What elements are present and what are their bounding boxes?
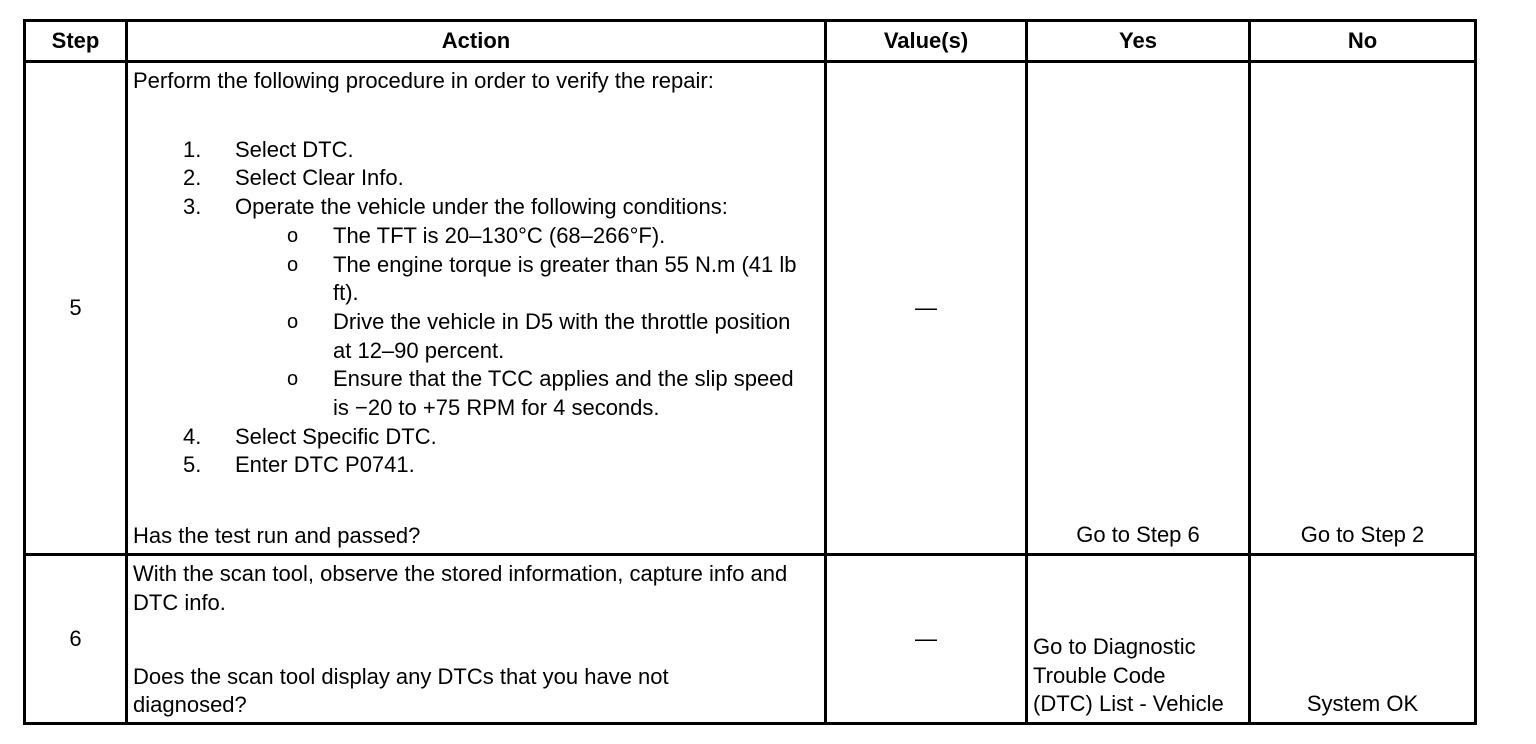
condition-item xyxy=(133,222,820,251)
condition-text: The TFT is 20–130°C (68–266°F). xyxy=(333,222,666,248)
action-intro: Perform the following procedure in order to verify the repair: xyxy=(133,68,714,93)
bullet-icon: o xyxy=(287,224,299,247)
list-item xyxy=(133,423,820,452)
bullet-icon: o xyxy=(287,310,299,333)
list-number: 2. xyxy=(183,165,202,191)
list-number: 3. xyxy=(183,194,202,220)
condition-item xyxy=(133,308,820,365)
action-question: Does the scan tool display any DTCs that you have not diagnosed? xyxy=(133,663,669,718)
table-row xyxy=(25,555,1476,724)
no-link[interactable]: Go to Step 2 xyxy=(1300,522,1425,548)
value-cell: — xyxy=(826,62,1027,555)
action-cell xyxy=(127,555,826,724)
list-item xyxy=(133,136,820,165)
bullet-icon: o xyxy=(287,253,299,276)
no-cell xyxy=(1250,555,1476,724)
step-number: 6 xyxy=(25,555,127,724)
header-yes: Yes xyxy=(1027,21,1250,62)
condition-item xyxy=(133,365,820,422)
list-text: Select DTC. xyxy=(235,136,354,162)
header-values: Value(s) xyxy=(826,21,1027,62)
list-text: Operate the vehicle under the following conditions: xyxy=(235,194,728,220)
header-step: Step xyxy=(25,21,127,62)
list-number: 1. xyxy=(183,136,202,162)
action-intro: With the scan tool, observe the stored information, capture info and DTC info. xyxy=(133,561,788,615)
table-row xyxy=(25,62,1476,555)
condition-text: The engine torque is greater than 55 N.m (41 lb ft). xyxy=(333,251,797,306)
list-text: Select Specific DTC. xyxy=(235,423,437,449)
header-no: No xyxy=(1250,21,1476,62)
condition-item xyxy=(133,251,820,308)
conditions-list xyxy=(235,222,820,423)
list-item xyxy=(133,193,820,423)
diagnostic-table xyxy=(23,19,1477,725)
list-item xyxy=(133,451,820,480)
action-cell xyxy=(127,62,826,555)
condition-text: Drive the vehicle in D5 with the throttle position at 12–90 percent. xyxy=(333,308,791,363)
list-item xyxy=(133,164,820,193)
no-cell xyxy=(1250,62,1476,555)
list-text: Enter DTC P0741. xyxy=(235,452,415,478)
list-number: 5. xyxy=(183,452,202,478)
yes-cell xyxy=(1027,555,1250,724)
header-row xyxy=(25,21,1476,62)
bullet-icon: o xyxy=(287,368,299,391)
condition-text: Ensure that the TCC applies and the slip speed is −20 to +75 RPM for 4 seconds. xyxy=(333,366,794,421)
value-cell: — xyxy=(826,555,1027,724)
yes-link[interactable]: Go to Diagnostic Trouble Code (DTC) List - Vehicle xyxy=(1033,633,1224,717)
step-number: 5 xyxy=(25,62,127,555)
yes-cell xyxy=(1027,62,1250,555)
procedure-list xyxy=(133,136,820,480)
yes-link[interactable]: Go to Step 6 xyxy=(1076,522,1200,548)
action-question: Has the test run and passed? xyxy=(133,523,421,549)
list-number: 4. xyxy=(183,423,202,449)
no-link[interactable]: System OK xyxy=(1306,691,1419,717)
header-action: Action xyxy=(127,21,826,62)
list-text: Select Clear Info. xyxy=(235,165,404,191)
